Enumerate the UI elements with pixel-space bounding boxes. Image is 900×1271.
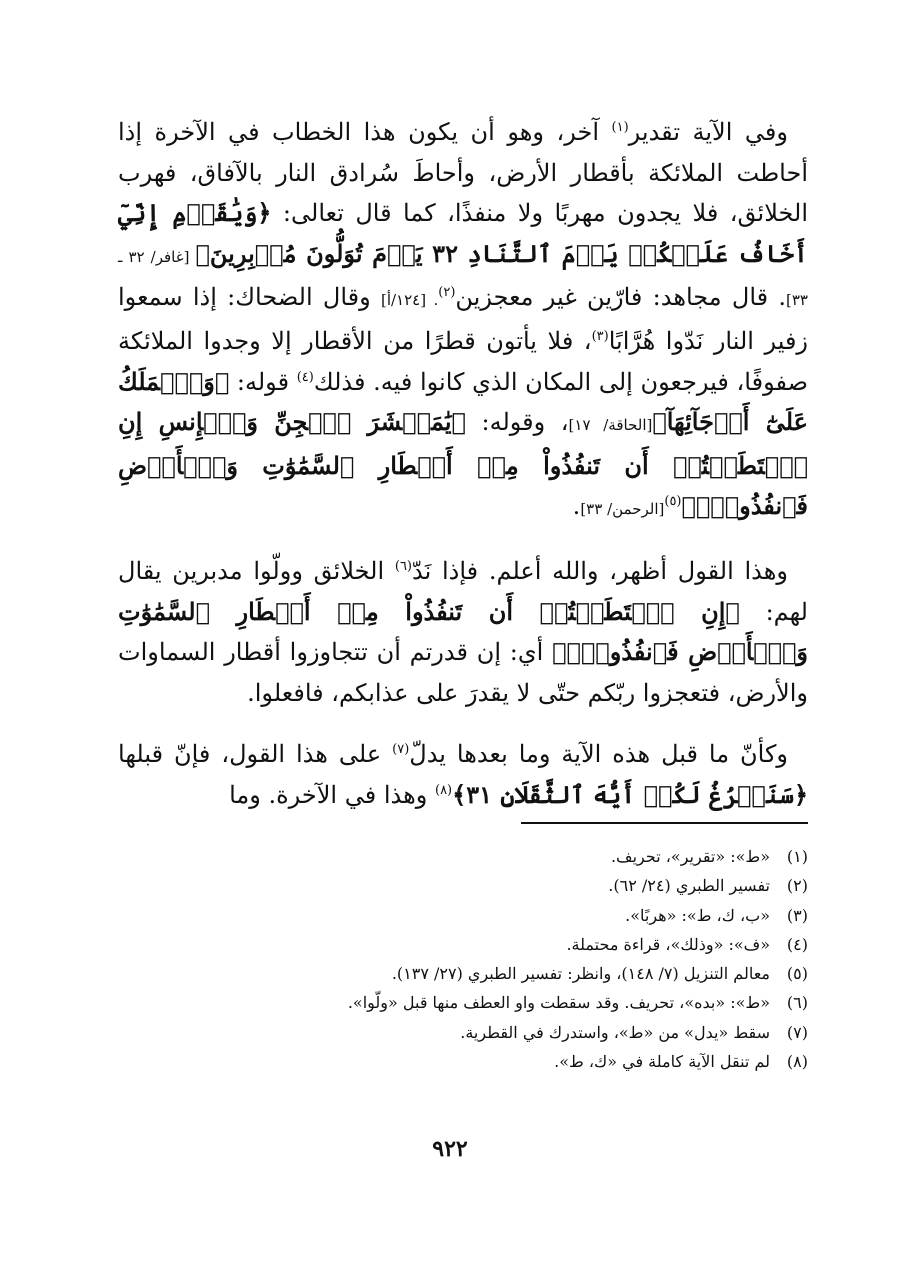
footnote-text: تفسير الطبري (٢٤/ ٦٢). [608,876,770,896]
text-run: . قال مجاهد: فارّين غير معجزين [455,283,787,312]
text-run: وهذا القول أظهر، والله أعلم. فإذا نَدّ [412,556,788,585]
paragraph [118,551,808,713]
footnote-number: (٦) [786,993,808,1013]
main-text [118,112,808,816]
footnote-text: «ب، ك، ط»: «هربًا». [625,905,770,925]
quran-verse: ﴿وَٱلۡمَلَكُ عَلَىٰٓ أَرۡجَآئِهَآ﴾ [118,366,808,437]
footnote-number: (٧) [786,1022,808,1042]
verse-reference: [غافر/ ٣٢ ـ ٣٣] [118,247,808,310]
footnote-number: (٣) [786,905,808,925]
quran-verse: ﴿وَيَٰقَوۡمِ إِنِّيٓ أَخَافُ عَلَيۡكُمۡ يَوۡمَ ٱلتَّنَادِ ٣٢ يَوۡمَ تُوَلُّونَ مُدۡبِرِينَ﴾ [118,198,808,268]
footnote-separator [521,822,808,824]
footnote-number: (٨) [786,1052,808,1072]
footnote [118,871,808,900]
footnote [118,930,808,959]
text-run: وهذا في الآخرة. وما [229,780,435,809]
footnote-ref: (٤) [296,369,314,385]
text-run: . [572,492,581,521]
footnote-number: (٢) [786,876,808,896]
footnote-ref: (٦) [394,558,412,574]
footnote-text: معالم التنزيل (٧/ ١٤٨)، وانظر: تفسير الطبري (٢٧/ ١٣٧). [391,964,770,984]
footnote [118,1047,808,1076]
paragraph [118,734,808,815]
text-run: الخلائق وولّوا مدبرين يقال لهم: [118,556,808,626]
page-number: ٩٢٢ [432,1136,468,1162]
text-run: وقال الضحاك: إذا سمعوا زفير النار نَدّوا هُرَّابًا [118,283,809,355]
verse-reference: . [١٢٤/أ] [380,291,439,310]
footnote-number: (٥) [786,964,808,984]
text-run: على هذا القول، فإنّ قبلها [118,740,393,769]
footnote [118,988,808,1017]
footnotes [118,842,808,1076]
text-run: وكأنّ ما قبل هذه الآية وما بعدها يدلّ [409,740,788,769]
footnote-text: سقط «يدل» من «ط»، واستدرك في القطرية. [460,1022,770,1042]
text-run: ، فلا يأتون قطرًا من الأقطار إلا وجدوا الملائكة صفوفًا، فيرجعون إلى المكان الذي كانوا فيه. فذلك [118,326,808,396]
footnote-ref: (٥) [664,494,682,510]
text-run: آخر، وهو أن يكون هذا الخطاب في الآخرة إذا أحاطت الملائكة بأقطار الأرض، وأحاطَ سُرادق النار بالآفاق، فهرب الخلائق، فلا يجدون مهربًا ولا منفذًا، كما قال تعالى: [118,118,808,228]
paragraph [118,112,808,530]
quran-verse: ﴿سَنَفۡرُغُ لَكُمۡ أَيُّهَ ٱلثَّقَلَانِ ٣١﴾ [452,779,808,809]
footnote-ref: (١) [611,120,629,135]
text-run: ، وقوله: [465,408,569,437]
footnote-text: «ط»: «تقرير»، تحريف. [610,847,770,866]
text-run: قوله: [229,367,297,396]
footnote [118,959,808,988]
footnote-ref: (٧) [392,742,410,758]
verse-reference: [الرحمن/ ٣٣] [580,500,665,519]
verse-reference: [الحاقة/ ١٧] [568,416,653,435]
quran-verse: ﴿إِنِ ٱسۡتَطَعۡتُمۡ أَن تَنفُذُواْ مِنۡ أَقۡطَارِ ٱلسَّمَٰوَٰتِ وَٱلۡأَرۡضِ فَٱنفُذُواْۚ﴾ [118,596,809,667]
footnote-ref: (٢) [438,285,456,301]
quran-verse: ﴿يَٰمَعۡشَرَ ٱلۡجِنِّ وَٱلۡإِنسِ إِنِ ٱسۡتَطَعۡتُمۡ أَن تَنفُذُواْ مِنۡ أَقۡطَارِ ٱلسَّمَٰوَٰتِ وَٱلۡأَرۡضِ فَٱنفُذُواْۚ﴾ [118,407,808,521]
footnote [118,842,808,871]
footnote-text: «ط»: «بده»، تحريف. وقد سقطت واو العطف منها قبل «ولّوا». [347,993,770,1013]
footnote-text: «ف»: «وذلك»، قراءة محتملة. [566,934,770,954]
text-run: أي: إن قدرتم أن تتجاوزوا أقطار السماوات والأرض، فتعجزوا ربّكم حتّى لا يقدرَ على عذابكم، فافعلوا. [118,638,808,707]
footnote-text: لم تنقل الآية كاملة في «ك، ط». [554,1052,770,1072]
footnote-ref: (٣) [591,328,609,344]
footnote [118,1018,808,1047]
footnote [118,901,808,930]
text-run: وفي الآية تقدير [628,118,788,146]
footnote-number: (١) [786,847,808,866]
footnote-number: (٤) [786,934,808,954]
footnote-ref: (٨) [434,782,453,798]
